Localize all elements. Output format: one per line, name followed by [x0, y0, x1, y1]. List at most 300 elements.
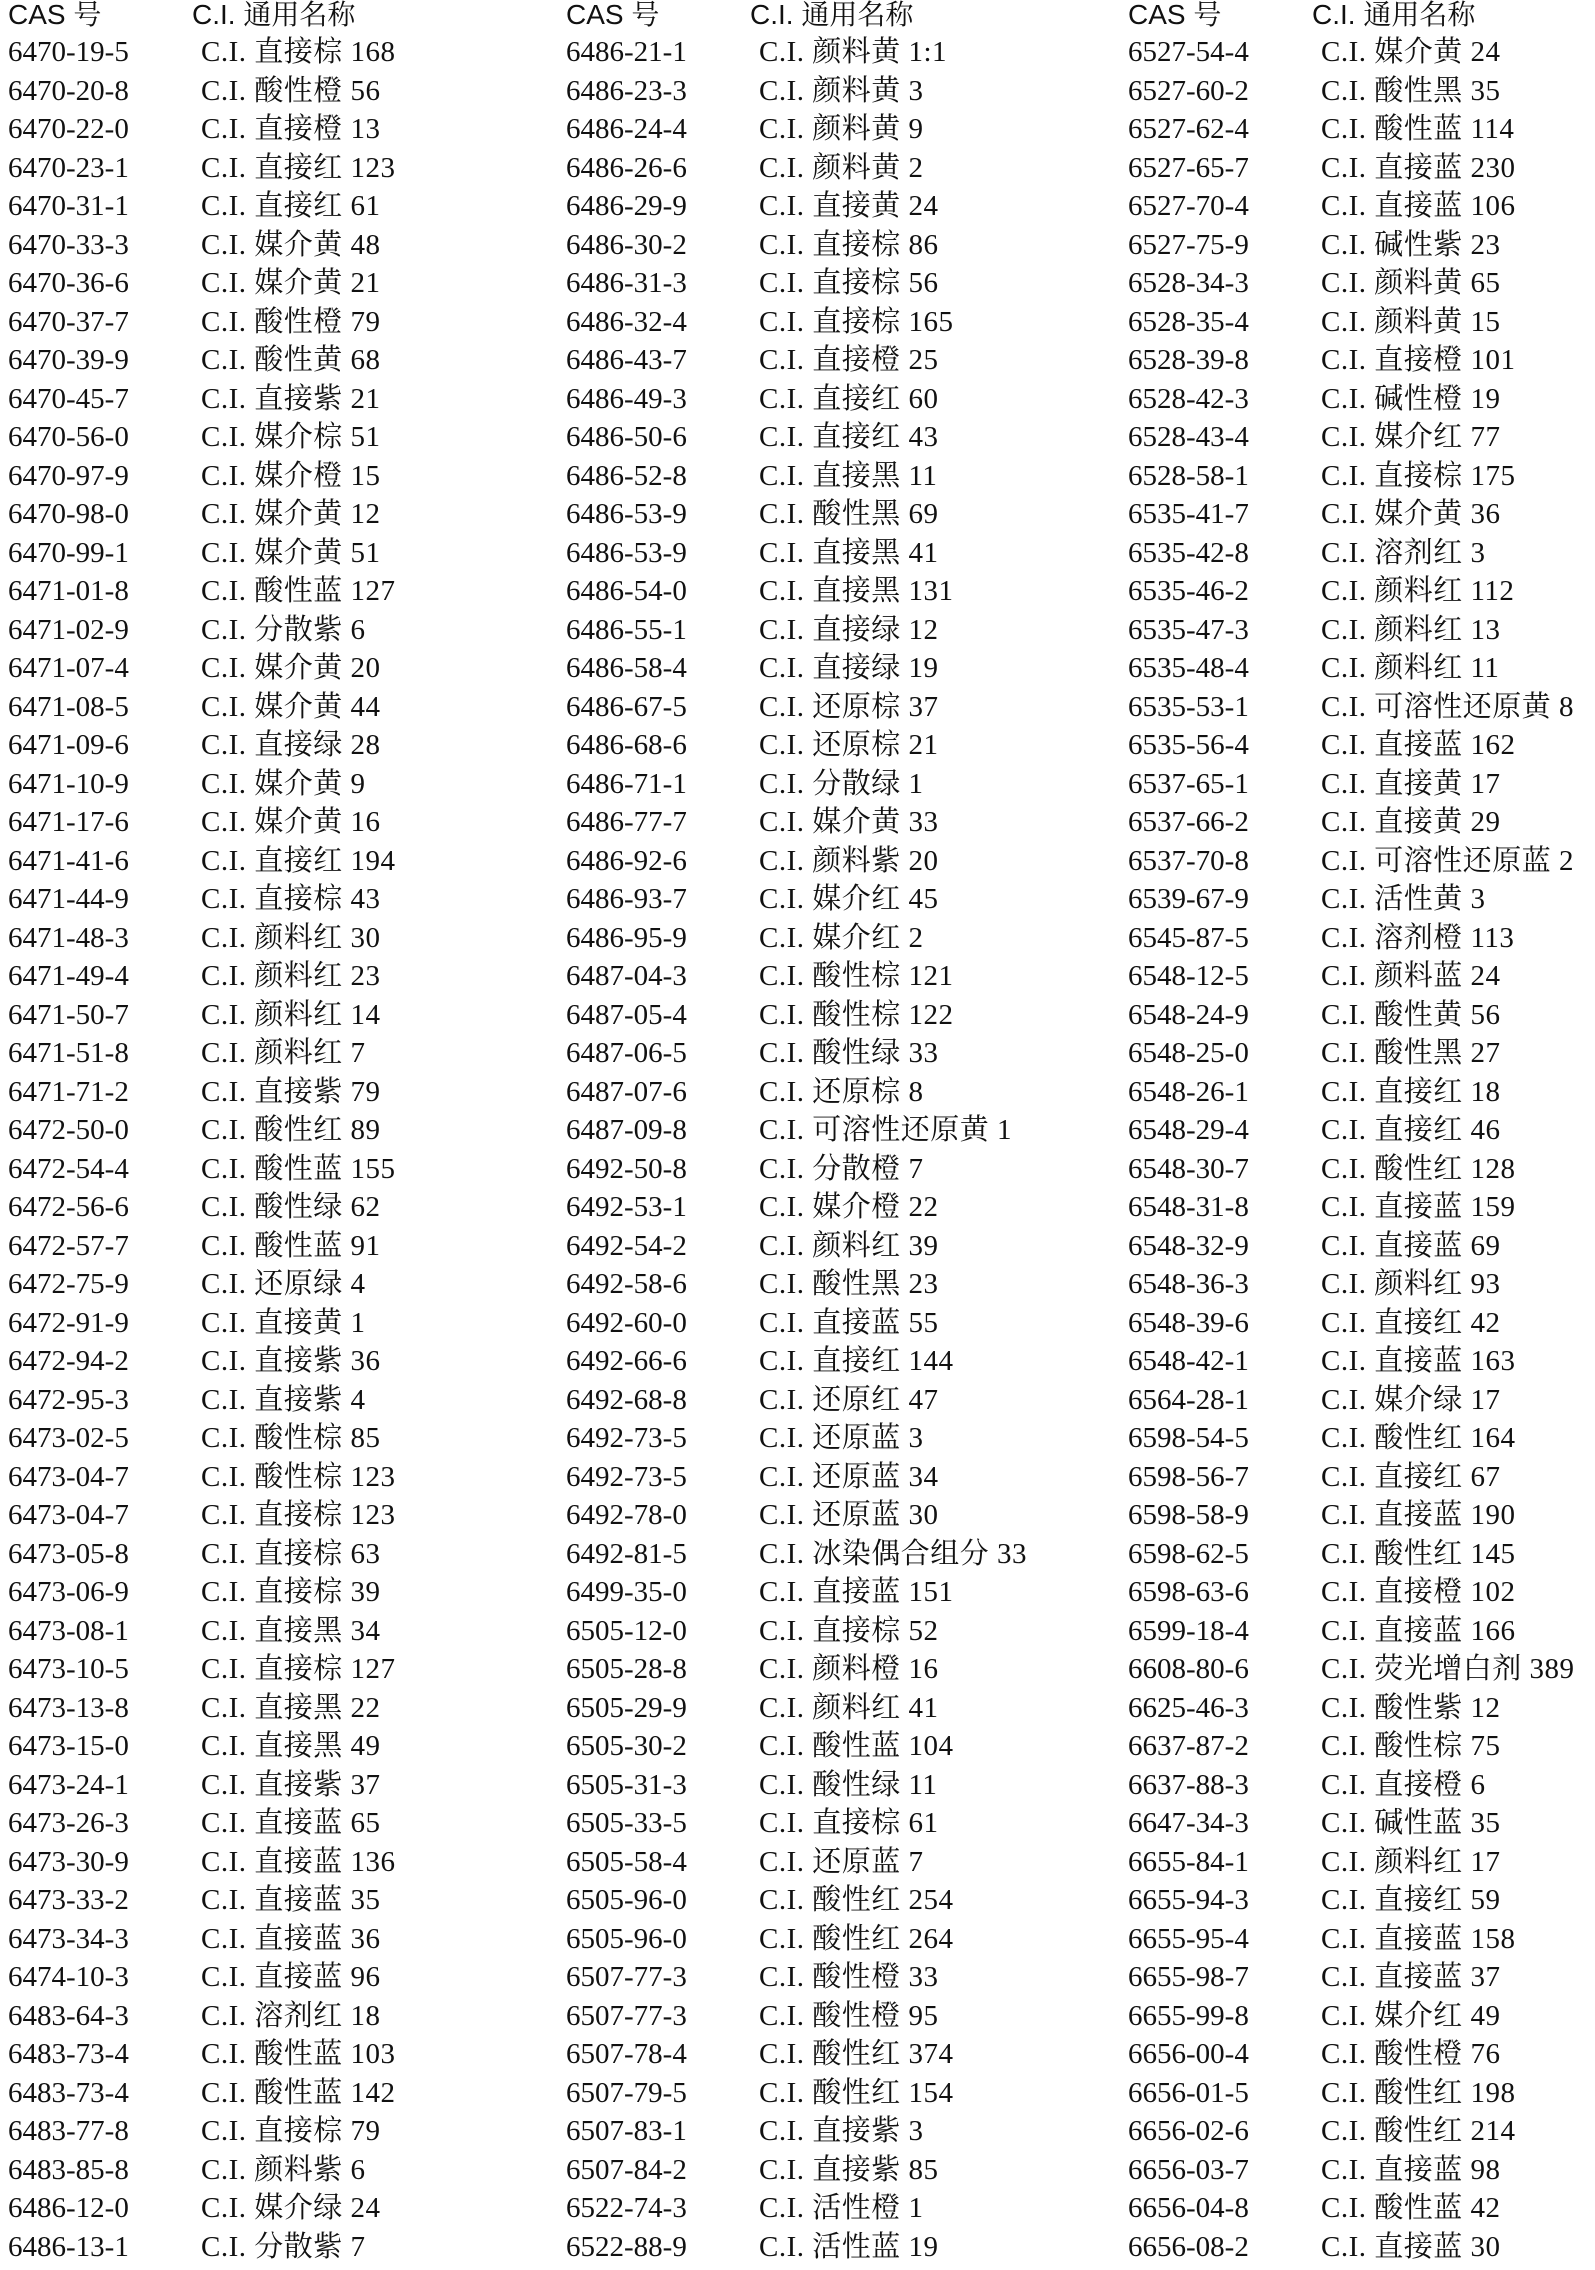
cas-number: 6472-50-0 [8, 1114, 129, 1146]
ci-generic-name: C.I. 直接红 194 [201, 844, 396, 877]
cas-number: 6598-56-7 [1128, 1460, 1249, 1493]
ci-generic-name: C.I. 还原红 47 [759, 1383, 939, 1416]
table-row [564, 187, 1124, 226]
cas-number: 6505-12-0 [566, 1614, 687, 1647]
table-row [564, 996, 1124, 1035]
ci-generic-name: C.I. 酸性红 374 [759, 2038, 954, 2070]
ci-generic-name: C.I. 酸性红 145 [1321, 1537, 1516, 1570]
table-row [1126, 1804, 1595, 1843]
cas-number: 6535-48-4 [1128, 652, 1249, 684]
cas-number: 6472-91-9 [8, 1306, 129, 1339]
ci-generic-name: C.I. 颜料红 23 [201, 960, 381, 992]
ci-generic-name: C.I. 直接棕 175 [1321, 459, 1516, 492]
ci-generic-name: C.I. 直接红 67 [1321, 1460, 1501, 1493]
ci-generic-name: C.I. 直接紫 79 [201, 1075, 381, 1108]
cas-number: 6470-99-1 [8, 536, 129, 569]
ci-generic-name: C.I. 酸性棕 122 [759, 998, 954, 1031]
table-row [564, 1689, 1124, 1728]
ci-generic-name: C.I. 分散紫 6 [201, 613, 366, 646]
cas-number: 6471-51-8 [8, 1037, 129, 1069]
cas-number: 6473-10-5 [8, 1653, 129, 1685]
ci-generic-name: C.I. 直接红 43 [759, 421, 939, 453]
ci-generic-name: C.I. 酸性蓝 91 [201, 1229, 381, 1262]
cas-number: 6505-96-0 [566, 1884, 687, 1916]
table-row [564, 1804, 1124, 1843]
table-row [6, 611, 566, 650]
ci-generic-name: C.I. 直接棕 86 [759, 228, 939, 261]
ci-generic-name: C.I. 酸性红 198 [1321, 2076, 1516, 2109]
ci-generic-name: C.I. 媒介红 49 [1321, 1999, 1501, 2032]
cas-number: 6507-84-2 [566, 2153, 687, 2186]
table-row [564, 2035, 1124, 2074]
cas-number: 6471-08-5 [8, 690, 129, 723]
cas-number: 6625-46-3 [1128, 1691, 1249, 1724]
table-row [6, 2228, 566, 2267]
table-row [1126, 1573, 1595, 1612]
table-row [6, 1727, 566, 1766]
cas-number: 6528-42-3 [1128, 382, 1249, 415]
ci-generic-name: C.I. 直接棕 61 [759, 1807, 939, 1839]
cas-number: 6471-07-4 [8, 652, 129, 684]
table-row [1126, 1188, 1595, 1227]
table-row [1126, 611, 1595, 650]
ci-generic-name: C.I. 酸性蓝 142 [201, 2076, 396, 2109]
cas-number: 6470-22-0 [8, 113, 129, 145]
cas-number: 6471-49-4 [8, 960, 129, 992]
cas-number: 6486-13-1 [8, 2230, 129, 2263]
ci-generic-name: C.I. 直接蓝 158 [1321, 1922, 1516, 1955]
table-row [1126, 1381, 1595, 1420]
table-row [1126, 803, 1595, 842]
cas-number: 6486-54-0 [566, 575, 687, 607]
ci-generic-name: C.I. 酸性蓝 155 [201, 1152, 396, 1185]
column-header [1126, 0, 1595, 33]
cas-number: 6486-29-9 [566, 190, 687, 222]
ci-generic-name: C.I. 媒介绿 24 [201, 2192, 381, 2224]
ci-generic-name: C.I. 直接红 42 [1321, 1306, 1501, 1339]
cas-number: 6486-12-0 [8, 2192, 129, 2224]
ci-generic-name: C.I. 颜料黄 2 [759, 151, 924, 184]
table-row [564, 2074, 1124, 2113]
table-row [1126, 149, 1595, 188]
ci-generic-name: C.I. 酸性橙 79 [201, 305, 381, 338]
ci-generic-name: C.I. 颜料红 30 [201, 921, 381, 954]
table-row [1126, 264, 1595, 303]
ci-generic-name: C.I. 直接棕 165 [759, 305, 954, 338]
ci-generic-name: C.I. 直接蓝 96 [201, 1961, 381, 1993]
ci-generic-name: C.I. 直接黑 131 [759, 575, 954, 607]
cas-number: 6505-33-5 [566, 1807, 687, 1839]
cas-number: 6486-93-7 [566, 883, 687, 915]
ci-generic-name: C.I. 媒介红 77 [1321, 421, 1501, 453]
table-row [1126, 919, 1595, 958]
ci-generic-name: C.I. 媒介黄 21 [201, 267, 381, 299]
table-row [6, 957, 566, 996]
ci-generic-name: C.I. 直接红 60 [759, 382, 939, 415]
table-row [1126, 2189, 1595, 2228]
ci-generic-name: C.I. 直接红 144 [759, 1345, 954, 1377]
table-row [6, 495, 566, 534]
cas-number: 6528-43-4 [1128, 421, 1249, 453]
ci-generic-name: C.I. 直接黑 34 [201, 1614, 381, 1647]
cas-number: 6474-10-3 [8, 1961, 129, 1993]
table-row [564, 1881, 1124, 1920]
ci-generic-name: C.I. 活性黄 3 [1321, 883, 1486, 915]
cas-number: 6492-73-5 [566, 1460, 687, 1493]
ci-generic-name: C.I. 酸性红 128 [1321, 1152, 1516, 1185]
cas-number: 6637-88-3 [1128, 1768, 1249, 1801]
ci-generic-name: C.I. 酸性蓝 127 [201, 575, 396, 607]
cas-number: 6470-98-0 [8, 498, 129, 530]
table-row [564, 1419, 1124, 1458]
ci-generic-name: C.I. 还原蓝 34 [759, 1460, 939, 1493]
cas-number: 6486-58-4 [566, 652, 687, 684]
cas-number: 6528-58-1 [1128, 459, 1249, 492]
table-row [564, 2112, 1124, 2151]
table-row [1126, 688, 1595, 727]
cas-number: 6470-36-6 [8, 267, 129, 299]
ci-generic-name: C.I. 直接橙 101 [1321, 344, 1516, 376]
cas-number: 6656-02-6 [1128, 2115, 1249, 2147]
ci-generic-name: C.I. 直接黑 22 [201, 1691, 381, 1724]
ci-generic-name: C.I. 直接蓝 69 [1321, 1229, 1501, 1262]
table-row [564, 149, 1124, 188]
table-row [6, 649, 566, 688]
cas-number: 6537-65-1 [1128, 767, 1249, 800]
cas-number: 6486-30-2 [566, 228, 687, 261]
cas-number: 6471-71-2 [8, 1075, 129, 1108]
table-row [6, 110, 566, 149]
table-row [1126, 226, 1595, 265]
table-row [6, 688, 566, 727]
table-row [6, 996, 566, 1035]
ci-generic-name: C.I. 酸性棕 85 [201, 1422, 381, 1454]
table-row [564, 1496, 1124, 1535]
table-row [6, 1265, 566, 1304]
ci-generic-name: C.I. 直接紫 36 [201, 1345, 381, 1377]
cas-number: 6470-45-7 [8, 382, 129, 415]
ci-generic-name: C.I. 直接紫 37 [201, 1768, 381, 1801]
ci-generic-name: C.I. 直接黄 17 [1321, 767, 1501, 800]
ci-generic-name: C.I. 直接紫 4 [201, 1383, 366, 1416]
cas-number: 6492-81-5 [566, 1537, 687, 1570]
cas-number: 6492-66-6 [566, 1345, 687, 1377]
table-row [6, 919, 566, 958]
ci-generic-name: C.I. 酸性橙 56 [201, 74, 381, 107]
ci-generic-name: C.I. 酸性棕 123 [201, 1460, 396, 1493]
table-row [1126, 1958, 1595, 1997]
table-row [1126, 457, 1595, 496]
ci-generic-name: C.I. 直接黑 11 [759, 459, 938, 492]
ci-generic-name: C.I. 酸性橙 95 [759, 1999, 939, 2032]
table-row [564, 1034, 1124, 1073]
table-row [564, 1843, 1124, 1882]
ci-generic-name: C.I. 直接橙 25 [759, 344, 939, 376]
table-row [564, 1111, 1124, 1150]
ci-generic-name: C.I. 直接橙 13 [201, 113, 381, 145]
table-row [564, 2151, 1124, 2190]
table-row [6, 1381, 566, 1420]
cas-number: 6486-67-5 [566, 690, 687, 723]
cas-number: 6473-33-2 [8, 1884, 129, 1916]
ci-generic-name: C.I. 碱性紫 23 [1321, 228, 1501, 261]
cas-number: 6486-53-9 [566, 536, 687, 569]
cas-number: 6486-77-7 [566, 806, 687, 838]
cas-number: 6608-80-6 [1128, 1653, 1249, 1685]
ci-generic-name: C.I. 酸性红 264 [759, 1922, 954, 1955]
table-row [564, 1227, 1124, 1266]
ci-generic-name: C.I. 活性蓝 19 [759, 2230, 939, 2263]
cas-number: 6548-36-3 [1128, 1268, 1249, 1300]
cas-number: 6505-96-0 [566, 1922, 687, 1955]
ci-generic-name: C.I. 颜料紫 20 [759, 844, 939, 877]
ci-generic-name: C.I. 直接红 59 [1321, 1884, 1501, 1916]
cas-number: 6472-57-7 [8, 1229, 129, 1262]
table-row [1126, 2074, 1595, 2113]
cas-number: 6472-54-4 [8, 1152, 129, 1185]
cas-number: 6483-73-4 [8, 2038, 129, 2070]
table-row [1126, 1650, 1595, 1689]
cas-number: 6656-00-4 [1128, 2038, 1249, 2070]
cas-number: 6535-41-7 [1128, 498, 1249, 530]
table-row [6, 1496, 566, 1535]
cas-number: 6472-94-2 [8, 1345, 129, 1377]
cas-number: 6599-18-4 [1128, 1614, 1249, 1647]
table-row [564, 1342, 1124, 1381]
table-row [1126, 1342, 1595, 1381]
ci-generic-name: C.I. 酸性蓝 104 [759, 1730, 954, 1762]
ci-generic-name: C.I. 可溶性还原黄 8 [1321, 690, 1575, 723]
cas-number: 6471-10-9 [8, 767, 129, 800]
cas-number: 6598-62-5 [1128, 1537, 1249, 1570]
table-row [1126, 418, 1595, 457]
cas-number: 6507-83-1 [566, 2115, 687, 2147]
cas-number: 6528-39-8 [1128, 344, 1249, 376]
ci-generic-name: C.I. 酸性棕 75 [1321, 1730, 1501, 1762]
table-row [1126, 380, 1595, 419]
cas-number: 6473-04-7 [8, 1460, 129, 1493]
ci-generic-name: C.I. 直接橙 6 [1321, 1768, 1486, 1801]
cas-number: 6486-23-3 [566, 74, 687, 107]
cas-number: 6470-20-8 [8, 74, 129, 107]
table-row [6, 303, 566, 342]
cas-number: 6527-65-7 [1128, 151, 1249, 184]
ci-generic-name: C.I. 酸性黄 68 [201, 344, 381, 376]
table-row [6, 1920, 566, 1959]
table-row [1126, 572, 1595, 611]
table-row [1126, 765, 1595, 804]
cas-header: CAS 号 [566, 0, 660, 30]
cas-number: 6564-28-1 [1128, 1383, 1249, 1416]
ci-generic-name: C.I. 媒介黄 16 [201, 806, 381, 838]
cas-number: 6507-77-3 [566, 1961, 687, 1993]
ci-generic-name: C.I. 活性橙 1 [759, 2192, 924, 2224]
ci-generic-name: C.I. 直接黑 49 [201, 1730, 381, 1762]
ci-generic-name: C.I. 直接棕 168 [201, 36, 396, 68]
table-row [564, 1727, 1124, 1766]
ci-generic-name: C.I. 直接红 123 [201, 151, 396, 184]
cas-number: 6483-73-4 [8, 2076, 129, 2109]
cas-number: 6487-04-3 [566, 960, 687, 992]
cas-number: 6473-08-1 [8, 1614, 129, 1647]
ci-generic-name: C.I. 媒介黄 44 [201, 690, 381, 723]
table-row [6, 187, 566, 226]
table-row [6, 1304, 566, 1343]
ci-generic-name: C.I. 颜料红 93 [1321, 1268, 1501, 1300]
table-row [6, 418, 566, 457]
table-row [6, 1073, 566, 1112]
cas-number: 6655-98-7 [1128, 1961, 1249, 1993]
table-row [564, 72, 1124, 111]
table-row [1126, 187, 1595, 226]
table-row [1126, 1689, 1595, 1728]
ci-generic-name: C.I. 直接橙 102 [1321, 1576, 1516, 1608]
cas-number: 6535-42-8 [1128, 536, 1249, 569]
ci-generic-name: C.I. 直接蓝 190 [1321, 1499, 1516, 1531]
ci-generic-name: C.I. 直接蓝 98 [1321, 2153, 1501, 2186]
ci-generic-name: C.I. 直接棕 39 [201, 1576, 381, 1608]
ci-generic-name: C.I. 分散紫 7 [201, 2230, 366, 2263]
cas-number: 6492-68-8 [566, 1383, 687, 1416]
cas-number: 6470-37-7 [8, 305, 129, 338]
ci-generic-name: C.I. 直接棕 56 [759, 267, 939, 299]
ci-generic-name: C.I. 颜料红 7 [201, 1037, 366, 1069]
table-row [564, 1265, 1124, 1304]
table-row [1126, 1920, 1595, 1959]
ci-generic-name: C.I. 直接蓝 151 [759, 1576, 954, 1608]
cas-number: 6507-77-3 [566, 1999, 687, 2032]
ci-generic-name: C.I. 直接蓝 30 [1321, 2230, 1501, 2263]
cas-number: 6483-85-8 [8, 2153, 129, 2186]
table-row [1126, 1458, 1595, 1497]
ci-name-header: C.I. 通用名称 [750, 0, 914, 30]
table-row [564, 2189, 1124, 2228]
table-row [1126, 303, 1595, 342]
table-row [1126, 1227, 1595, 1266]
table-row [6, 2074, 566, 2113]
ci-generic-name: C.I. 直接蓝 65 [201, 1807, 381, 1839]
ci-generic-name: C.I. 酸性橙 33 [759, 1961, 939, 1993]
ci-generic-name: C.I. 媒介黄 48 [201, 228, 381, 261]
ci-generic-name: C.I. 酸性棕 121 [759, 960, 954, 992]
cas-number: 6483-77-8 [8, 2115, 129, 2147]
ci-generic-name: C.I. 还原蓝 3 [759, 1422, 924, 1454]
cas-number: 6487-06-5 [566, 1037, 687, 1069]
ci-generic-name: C.I. 酸性绿 33 [759, 1037, 939, 1069]
table-row [1126, 1766, 1595, 1805]
table-row [1126, 996, 1595, 1035]
cas-number: 6492-53-1 [566, 1191, 687, 1223]
table-row [6, 803, 566, 842]
cas-number: 6486-55-1 [566, 613, 687, 646]
cas-number: 6505-30-2 [566, 1730, 687, 1762]
ci-generic-name: C.I. 直接绿 12 [759, 613, 939, 646]
cas-number: 6598-54-5 [1128, 1422, 1249, 1454]
ci-generic-name: C.I. 溶剂橙 113 [1321, 921, 1515, 954]
ci-generic-name: C.I. 直接棕 43 [201, 883, 381, 915]
cas-number: 6655-84-1 [1128, 1845, 1249, 1878]
cas-number: 6655-99-8 [1128, 1999, 1249, 2032]
cas-number: 6537-66-2 [1128, 806, 1249, 838]
table-row [564, 418, 1124, 457]
ci-generic-name: C.I. 酸性红 164 [1321, 1422, 1516, 1454]
ci-generic-name: C.I. 碱性蓝 35 [1321, 1807, 1501, 1839]
cas-number: 6598-58-9 [1128, 1499, 1249, 1531]
table-row [1126, 534, 1595, 573]
ci-generic-name: C.I. 媒介黄 9 [201, 767, 366, 800]
column-header [6, 0, 566, 33]
ci-generic-name: C.I. 媒介黄 51 [201, 536, 381, 569]
ci-generic-name: C.I. 分散橙 7 [759, 1152, 924, 1185]
ci-generic-name: C.I. 酸性蓝 114 [1321, 113, 1515, 145]
table-column-3 [1126, 0, 1595, 2266]
ci-generic-name: C.I. 直接蓝 36 [201, 1922, 381, 1955]
table-column-2 [564, 0, 1124, 2266]
cas-number: 6486-21-1 [566, 36, 687, 68]
ci-generic-name: C.I. 颜料红 14 [201, 998, 381, 1031]
ci-generic-name: C.I. 碱性橙 19 [1321, 382, 1501, 415]
ci-generic-name: C.I. 酸性红 214 [1321, 2115, 1516, 2147]
ci-generic-name: C.I. 直接蓝 106 [1321, 190, 1516, 222]
cas-number: 6473-26-3 [8, 1807, 129, 1839]
cas-number: 6548-26-1 [1128, 1075, 1249, 1108]
ci-generic-name: C.I. 媒介橙 15 [201, 459, 381, 492]
table-row [6, 1766, 566, 1805]
ci-generic-name: C.I. 媒介黄 12 [201, 498, 381, 530]
ci-generic-name: C.I. 颜料黄 9 [759, 113, 924, 145]
table-row [1126, 495, 1595, 534]
table-row [6, 1689, 566, 1728]
table-row [1126, 2112, 1595, 2151]
table-row [6, 2035, 566, 2074]
cas-number: 6656-04-8 [1128, 2192, 1249, 2224]
table-row [6, 1804, 566, 1843]
cas-number: 6470-31-1 [8, 190, 129, 222]
table-row [564, 380, 1124, 419]
cas-number: 6528-34-3 [1128, 267, 1249, 299]
ci-generic-name: C.I. 媒介黄 24 [1321, 36, 1501, 68]
table-row [564, 1535, 1124, 1574]
ci-generic-name: C.I. 酸性黑 23 [759, 1268, 939, 1300]
ci-generic-name: C.I. 酸性红 154 [759, 2076, 954, 2109]
cas-number: 6487-09-8 [566, 1114, 687, 1146]
table-row [564, 688, 1124, 727]
cas-number: 6507-79-5 [566, 2076, 687, 2109]
ci-generic-name: C.I. 直接蓝 136 [201, 1845, 396, 1878]
cas-header: CAS 号 [1128, 0, 1222, 30]
ci-generic-name: C.I. 颜料红 41 [759, 1691, 939, 1724]
cas-number: 6507-78-4 [566, 2038, 687, 2070]
cas-number: 6486-31-3 [566, 267, 687, 299]
ci-generic-name: C.I. 可溶性还原蓝 2 [1321, 844, 1575, 877]
table-row [564, 803, 1124, 842]
cas-number: 6473-34-3 [8, 1922, 129, 1955]
ci-generic-name: C.I. 媒介红 2 [759, 921, 924, 954]
table-row [1126, 649, 1595, 688]
table-row [1126, 1496, 1595, 1535]
cas-number: 6499-35-0 [566, 1576, 687, 1608]
ci-generic-name: C.I. 直接蓝 159 [1321, 1191, 1516, 1223]
cas-number: 6505-28-8 [566, 1653, 687, 1685]
ci-generic-name: C.I. 直接黄 1 [201, 1306, 366, 1339]
table-row [6, 880, 566, 919]
cas-number: 6548-39-6 [1128, 1306, 1249, 1339]
table-row [1126, 2151, 1595, 2190]
ci-generic-name: C.I. 直接红 61 [201, 190, 381, 222]
ci-generic-name: C.I. 直接红 18 [1321, 1075, 1501, 1108]
ci-generic-name: C.I. 颜料红 39 [759, 1229, 939, 1262]
table-row [564, 611, 1124, 650]
